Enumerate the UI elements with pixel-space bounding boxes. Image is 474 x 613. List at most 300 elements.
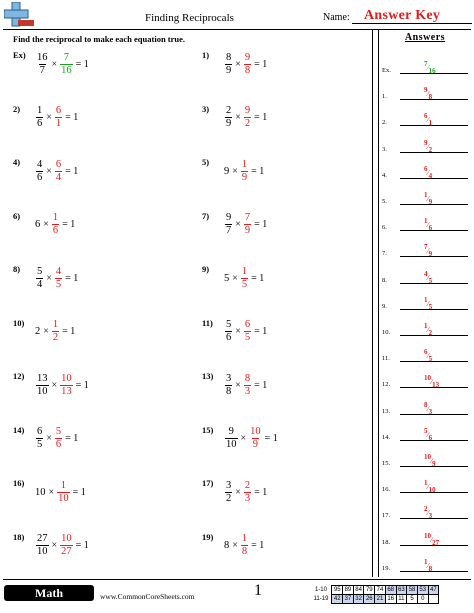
reciprocal-fraction-denominator: 9	[241, 171, 248, 183]
answer-row	[382, 131, 470, 155]
answer-value	[424, 217, 433, 233]
given-fraction-denominator: 10	[37, 546, 48, 557]
answer-row	[382, 52, 470, 76]
reciprocal-fraction	[60, 533, 73, 558]
name-label: Name:	[323, 12, 350, 23]
answer-row	[382, 340, 470, 364]
reciprocal-fraction	[244, 105, 251, 130]
answer-row	[382, 497, 470, 521]
answer-numerator: 7	[424, 243, 428, 252]
problem-number: 2)	[13, 103, 21, 114]
equals-one: = 1	[75, 379, 89, 391]
reciprocal-fraction-numerator: 1	[241, 158, 248, 170]
score-cell: 47	[430, 587, 437, 593]
given-fraction	[225, 105, 232, 130]
score-row	[312, 586, 439, 595]
answer-value	[424, 400, 433, 416]
equation	[35, 104, 80, 132]
problem-number: 6)	[13, 210, 21, 221]
equals-one: = 1	[62, 219, 76, 230]
problem-number: 12)	[13, 371, 25, 381]
given-fraction-numerator: 8	[226, 51, 232, 63]
answer-line	[400, 335, 468, 336]
answer-row	[382, 183, 470, 207]
answer-value	[424, 243, 433, 259]
times-sign: ×	[46, 272, 52, 284]
answer-label: 14.	[382, 433, 391, 441]
answer-row	[382, 366, 470, 390]
answer-slash: ⁄	[431, 378, 433, 387]
problem-number: 18)	[13, 531, 25, 542]
times-sign: ×	[232, 272, 238, 284]
reciprocal-fraction-numerator: 7	[63, 51, 70, 63]
answer-slash: ⁄	[427, 142, 429, 151]
times-sign: ×	[48, 486, 55, 498]
given-fraction-denominator: 9	[226, 64, 232, 76]
given-fraction-numerator: 1	[37, 105, 43, 116]
times-sign: ×	[232, 165, 238, 177]
reciprocal-fraction-numerator: 1	[52, 212, 59, 223]
given-fraction-denominator: 8	[226, 385, 232, 397]
answer-numerator: 10	[424, 531, 431, 540]
answer-label: 15.	[382, 460, 391, 467]
answer-value	[424, 164, 433, 180]
problem	[13, 532, 183, 572]
equals-one: = 1	[254, 58, 268, 70]
given-fraction	[36, 105, 43, 130]
equals-one: = 1	[254, 112, 268, 123]
answer-row	[382, 314, 470, 338]
answer-row	[382, 104, 470, 128]
score-cell	[428, 595, 439, 604]
problem-number: Ex)	[13, 50, 26, 60]
subject-badge: Math	[4, 585, 94, 601]
equation	[224, 532, 266, 560]
reciprocal-fraction	[55, 159, 62, 184]
answer-line	[400, 361, 468, 362]
given-fraction	[36, 52, 49, 77]
equation	[35, 478, 88, 506]
problem-number: 5)	[202, 157, 210, 167]
answer-numerator: 1	[424, 191, 428, 199]
answer-label: 1.	[382, 93, 387, 101]
score-cell: 21	[376, 596, 384, 602]
reciprocal-fraction-denominator: 8	[241, 546, 248, 557]
answer-row	[382, 393, 470, 417]
whole-number: 5	[224, 272, 230, 284]
answer-slash: ⁄	[427, 483, 429, 492]
times-sign: ×	[232, 540, 238, 551]
equals-one: = 1	[65, 112, 79, 123]
answer-numerator: 1	[424, 479, 428, 488]
reciprocal-fraction	[55, 105, 62, 130]
answer-numerator: 4	[424, 269, 428, 278]
answer-label: 5.	[382, 198, 387, 205]
answer-slash: ⁄	[427, 64, 429, 72]
given-fraction	[225, 52, 232, 77]
reciprocal-fraction-denominator: 5	[244, 332, 251, 343]
equals-one: = 1	[254, 486, 268, 498]
equation	[224, 211, 269, 239]
answer-denominator: 4	[428, 171, 433, 180]
times-sign: ×	[235, 486, 241, 498]
answer-line	[400, 125, 468, 126]
answer-numerator: 1	[424, 217, 428, 226]
problem-number: 9)	[202, 264, 210, 274]
page-number: 1	[254, 582, 262, 599]
reciprocal-fraction-numerator: 1	[241, 533, 248, 544]
reciprocal-fraction	[55, 266, 62, 291]
answer-value	[424, 112, 433, 128]
reciprocal-fraction-denominator: 4	[55, 171, 62, 183]
answer-denominator: 8	[428, 93, 433, 102]
answer-value	[424, 295, 433, 311]
reciprocal-fraction-numerator: 9	[244, 105, 251, 116]
answer-slash: ⁄	[427, 195, 429, 203]
score-cell: 53	[419, 587, 427, 593]
score-cell: 74	[376, 587, 384, 593]
reciprocal-fraction-denominator: 13	[61, 385, 72, 397]
answer-numerator: 1	[424, 322, 428, 330]
answer-label: 2.	[382, 119, 387, 127]
reciprocal-fraction	[241, 159, 248, 184]
reciprocal-fraction	[249, 426, 262, 451]
answer-slash: ⁄	[427, 430, 429, 439]
answer-slash: ⁄	[427, 352, 429, 361]
answer-line	[400, 440, 468, 441]
reciprocal-fraction-numerator: 6	[244, 319, 251, 330]
reciprocal-fraction-numerator: 7	[244, 212, 251, 223]
equation	[224, 264, 266, 292]
instructions: Find the reciprocal to make each equation true.	[13, 34, 186, 44]
answer-column-divider	[372, 29, 373, 577]
problem-number: 7)	[202, 210, 210, 221]
answer-line	[400, 283, 468, 284]
answer-denominator: 3	[428, 512, 433, 521]
given-fraction	[225, 319, 232, 344]
problem-number: 13)	[202, 371, 214, 381]
reciprocal-fraction-denominator: 5	[55, 278, 62, 290]
answer-label: 19.	[382, 564, 391, 572]
times-sign: ×	[235, 379, 241, 391]
reciprocal-fraction-numerator: 10	[61, 372, 72, 384]
equation	[35, 532, 91, 560]
answer-numerator: 6	[424, 348, 428, 357]
given-fraction-denominator: 10	[226, 439, 237, 450]
problem	[13, 50, 183, 90]
answer-slash: ⁄	[427, 90, 429, 99]
answer-slash: ⁄	[427, 299, 429, 308]
times-sign: ×	[46, 165, 52, 177]
answer-column-divider-inner	[378, 29, 379, 577]
score-cell: 95	[333, 587, 341, 593]
answer-slash: ⁄	[427, 247, 429, 256]
reciprocal-fraction-denominator: 27	[61, 546, 72, 557]
answer-slash: ⁄	[427, 509, 429, 518]
reciprocal-fraction-denominator: 8	[244, 64, 251, 76]
answer-numerator: 5	[424, 426, 428, 435]
given-fraction-numerator: 3	[226, 372, 232, 384]
score-table	[312, 585, 439, 604]
times-sign: ×	[46, 433, 52, 444]
answer-denominator: 6	[428, 433, 433, 442]
reciprocal-fraction-numerator: 6	[55, 105, 62, 116]
given-fraction-numerator: 16	[37, 51, 48, 63]
reciprocal-fraction-denominator: 10	[58, 492, 69, 504]
reciprocal-fraction-numerator: 9	[244, 51, 251, 63]
given-fraction	[225, 373, 232, 398]
given-fraction-numerator: 9	[228, 426, 234, 437]
answer-row	[382, 419, 470, 443]
given-fraction-denominator: 7	[39, 64, 45, 76]
score-cell: 42	[333, 596, 341, 602]
answer-denominator: 27	[432, 538, 440, 547]
problem	[202, 532, 372, 572]
equation	[224, 50, 269, 78]
answer-denominator: 2	[428, 145, 433, 154]
answer-value	[424, 505, 433, 521]
answer-label: 11.	[382, 355, 390, 363]
answer-numerator: 2	[424, 505, 428, 514]
page-title: Finding Reciprocals	[145, 12, 234, 24]
problem	[202, 425, 372, 465]
answer-numerator: 7	[424, 60, 428, 68]
reciprocal-fraction-numerator: 6	[55, 158, 62, 170]
times-sign: ×	[43, 219, 49, 230]
answer-label: 8.	[382, 276, 387, 284]
equals-one: = 1	[251, 540, 265, 551]
answer-value	[424, 348, 433, 364]
given-fraction	[36, 266, 43, 291]
reciprocal-fraction-denominator: 6	[52, 225, 59, 236]
answer-row	[382, 78, 470, 102]
answer-value	[424, 191, 433, 206]
equation	[35, 50, 91, 78]
given-fraction-denominator: 10	[37, 385, 48, 397]
reciprocal-fraction-denominator: 9	[252, 439, 259, 450]
equals-one: = 1	[72, 486, 86, 498]
answer-slash: ⁄	[427, 221, 429, 230]
given-fraction-denominator: 6	[37, 171, 43, 183]
equals-one: = 1	[254, 326, 268, 337]
reciprocal-fraction-denominator: 2	[244, 118, 251, 129]
equation	[35, 425, 80, 453]
logo-icon	[4, 2, 34, 28]
given-fraction-denominator: 9	[226, 118, 232, 129]
problem	[202, 371, 372, 411]
answer-line	[400, 152, 468, 153]
answers-heading: Answers	[404, 32, 446, 43]
answer-line	[400, 230, 468, 231]
answer-line	[400, 204, 468, 205]
reciprocal-fraction-numerator: 2	[244, 479, 251, 491]
answer-denominator: 6	[428, 224, 433, 233]
equals-one: = 1	[251, 165, 265, 177]
site-url: www.CommonCoreSheets.com	[100, 592, 195, 601]
answer-row	[382, 288, 470, 312]
answer-label: 9.	[382, 302, 387, 310]
equation	[35, 211, 77, 239]
score-cell: 58	[408, 587, 416, 593]
answer-row	[382, 550, 470, 574]
problem	[13, 104, 183, 144]
given-fraction	[36, 533, 49, 558]
problem	[13, 157, 183, 197]
problem-number: 16)	[13, 478, 25, 488]
equation	[224, 425, 280, 453]
given-fraction-numerator: 9	[226, 212, 232, 223]
answer-line	[400, 99, 468, 100]
equation	[224, 157, 266, 185]
equals-one: = 1	[254, 379, 268, 391]
given-fraction-denominator: 6	[37, 118, 43, 129]
answer-line	[400, 571, 468, 572]
times-sign: ×	[235, 326, 241, 337]
problem-number: 19)	[202, 531, 214, 542]
equation	[224, 478, 269, 506]
answer-row	[382, 262, 470, 286]
equals-one: = 1	[75, 58, 89, 70]
answer-denominator: 9	[428, 198, 433, 206]
reciprocal-fraction	[60, 373, 73, 398]
given-fraction-denominator: 6	[226, 332, 232, 343]
times-sign: ×	[43, 326, 49, 337]
given-fraction-denominator: 5	[37, 439, 43, 450]
times-sign: ×	[235, 58, 241, 70]
reciprocal-fraction	[55, 426, 62, 451]
reciprocal-fraction-denominator: 9	[244, 225, 251, 236]
answer-row	[382, 209, 470, 233]
problem-number: 14)	[13, 424, 25, 435]
reciprocal-fraction	[241, 533, 248, 558]
answer-denominator: 5	[428, 276, 433, 285]
score-cell: 32	[355, 596, 362, 602]
answer-label: Ex.	[382, 67, 391, 74]
reciprocal-fraction-numerator: 1	[241, 265, 248, 277]
equals-one: = 1	[254, 219, 268, 230]
answer-value	[424, 60, 436, 75]
given-fraction-numerator: 2	[226, 105, 232, 116]
answer-slash: ⁄	[427, 326, 429, 334]
answer-label: 17.	[382, 512, 391, 520]
answer-key-label: Answer Key	[364, 8, 441, 23]
answer-numerator: 1	[424, 557, 428, 566]
score-cell: 11	[396, 595, 407, 604]
reciprocal-fraction	[57, 480, 70, 505]
score-row	[312, 595, 439, 604]
given-fraction	[36, 373, 49, 398]
answer-value	[424, 531, 440, 547]
answer-label: 4.	[382, 171, 387, 179]
answer-numerator: 10	[424, 453, 431, 461]
answer-value	[424, 557, 433, 573]
equation	[224, 318, 269, 346]
times-sign: ×	[235, 219, 241, 230]
answer-label: 7.	[382, 250, 387, 258]
given-fraction	[225, 426, 238, 451]
answer-label: 18.	[382, 538, 391, 546]
problem-number: 1)	[202, 50, 210, 60]
problem	[202, 318, 372, 358]
times-sign: ×	[240, 433, 247, 444]
score-cell: 68	[387, 587, 395, 593]
reciprocal-fraction-numerator: 4	[55, 265, 62, 277]
answer-slash: ⁄	[427, 273, 429, 282]
given-fraction	[36, 159, 43, 184]
times-sign: ×	[51, 58, 58, 70]
problem	[13, 371, 183, 411]
answer-slash: ⁄	[427, 404, 429, 413]
reciprocal-fraction-numerator: 10	[250, 426, 261, 437]
equals-one: = 1	[65, 433, 79, 444]
reciprocal-fraction-numerator: 10	[61, 533, 72, 544]
given-fraction-denominator: 7	[226, 225, 232, 236]
problem-number: 3)	[202, 103, 210, 114]
problem	[202, 264, 372, 304]
whole-number: 10	[35, 486, 46, 498]
reciprocal-fraction-denominator: 16	[61, 64, 72, 76]
answer-slash: ⁄	[431, 535, 433, 544]
reciprocal-fraction-denominator: 3	[244, 385, 251, 397]
reciprocal-fraction	[244, 212, 251, 237]
answer-numerator: 6	[424, 164, 428, 173]
equals-one: = 1	[75, 540, 89, 551]
answer-value	[424, 374, 440, 390]
score-row-label: 1-10	[314, 587, 327, 593]
given-fraction-denominator: 2	[226, 492, 232, 504]
score-cell: 37	[344, 596, 352, 602]
answer-denominator: 10	[428, 486, 436, 495]
answer-value	[424, 322, 433, 337]
answer-row	[382, 524, 470, 548]
reciprocal-fraction	[244, 52, 251, 77]
answer-denominator: 9	[428, 250, 433, 259]
reciprocal-fraction	[60, 52, 73, 77]
problem	[13, 211, 183, 251]
answer-row	[382, 235, 470, 259]
score-cell: 5	[407, 595, 418, 604]
answer-line	[400, 518, 468, 519]
reciprocal-fraction	[244, 373, 251, 398]
answer-label: 13.	[382, 407, 391, 415]
answer-line	[400, 414, 468, 415]
reciprocal-fraction-denominator: 2	[52, 332, 59, 343]
problem	[13, 318, 183, 358]
reciprocal-fraction-denominator: 1	[55, 118, 62, 129]
problem-number: 10)	[13, 317, 25, 328]
answer-value	[424, 426, 433, 442]
times-sign: ×	[51, 540, 58, 551]
reciprocal-fraction-denominator: 5	[241, 278, 248, 290]
answer-row	[382, 157, 470, 181]
answer-label: 10.	[382, 329, 391, 336]
whole-number: 9	[224, 165, 230, 177]
reciprocal-fraction-numerator: 1	[52, 319, 59, 330]
reciprocal-fraction	[241, 266, 248, 291]
answer-value	[424, 479, 436, 495]
equation	[35, 157, 80, 185]
problem-number: 4)	[13, 157, 21, 167]
answer-numerator: 9	[424, 138, 428, 147]
score-cell: 89	[344, 587, 352, 593]
given-fraction-numerator: 4	[37, 158, 43, 170]
problem	[202, 478, 372, 518]
answer-line	[400, 309, 468, 310]
equals-one: = 1	[264, 433, 278, 444]
times-sign: ×	[51, 379, 58, 391]
given-fraction-numerator: 5	[37, 265, 43, 277]
problem-number: 17)	[202, 478, 214, 488]
